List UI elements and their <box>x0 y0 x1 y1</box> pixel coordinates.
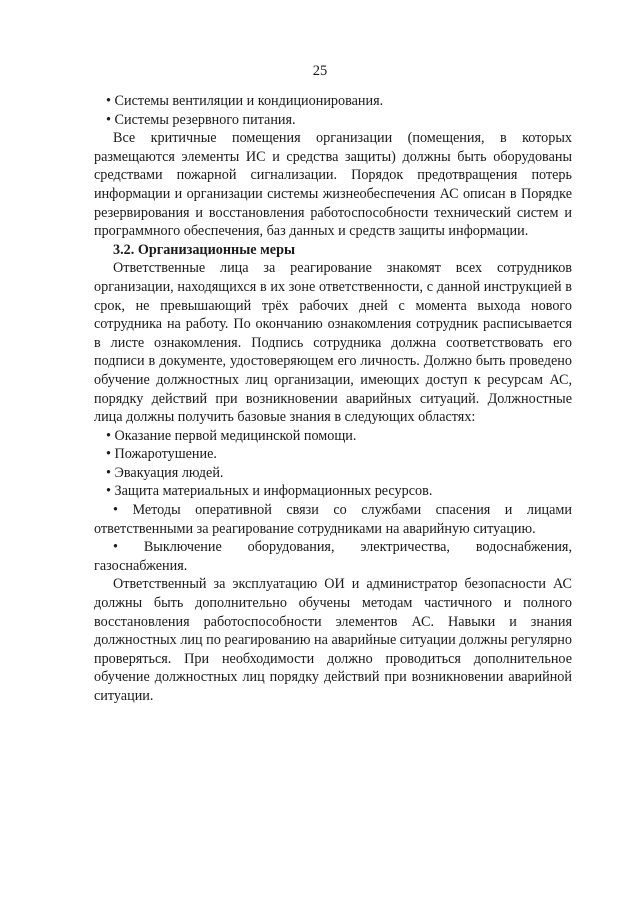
section-heading: 3.2. Организационные меры <box>113 241 296 258</box>
paragraph-recovery-training: Ответственный за эксплуатацию ОИ и администратор безопасности АС должны быть дополнительно обучены методам частичного и полного восстановления работоспособности элементов АС. Навыки и знания должностных лиц по реагированию на аварийные ситуации должны регулярно проверяться. При необходимости должно проводиться дополнительное обучение должностных лиц порядку действий при возникновении аварийной ситуации. <box>94 576 572 704</box>
list-item: • Эвакуация людей. <box>106 464 224 481</box>
paragraph-fire-alarm: Все критичные помещения организации (помещения, в которых размещаются элементы ИС и средства защиты) должны быть оборудованы средствами пожарной сигнализации. Порядок предотвращения потерь информации и организации системы жизнеобеспечения АС описан в Порядке резервирования и восстановления работоспособности технический систем и программного обеспечения, баз данных и средств защиты информации. <box>94 130 572 240</box>
paragraph-training: Ответственные лица за реагирование знакомят всех сотрудников организации, находящихся в их зоне ответственности, с данной инструкцией в срок, не превышающий трёх рабочих дней с момента выхода нового сотрудника на работу. По окончанию ознакомления сотрудник расписывается в листе ознакомления. Подпись сотрудника должна соответствовать его подписи в документе, удостоверяющем его личность. Должно быть проведено обучение должностных лиц организации, имеющих доступ к ресурсам АС, порядку действий при возникновении аварийных ситуаций. Должностные лица должны получить базовые знания в следующих областях: <box>94 260 572 426</box>
list-item: • Пожаротушение. <box>106 446 217 463</box>
list-item: • Системы вентиляции и кондиционирования. <box>106 93 384 109</box>
list-item: • Системы резервного питания. <box>106 111 296 128</box>
page-number: 25 <box>312 63 328 79</box>
list-item: • Методы оперативной связи со службами спасения и лицами ответственными за реагирование сотрудниками на аварийную ситуацию. <box>94 502 572 537</box>
list-item: • Защита материальных и информационных ресурсов. <box>106 483 433 500</box>
list-item: • Выключение оборудования, электричества, водоснабжения, газоснабжения. <box>94 539 572 574</box>
page-content <box>94 92 572 706</box>
list-item: • Оказание первой медицинской помощи. <box>106 427 357 444</box>
